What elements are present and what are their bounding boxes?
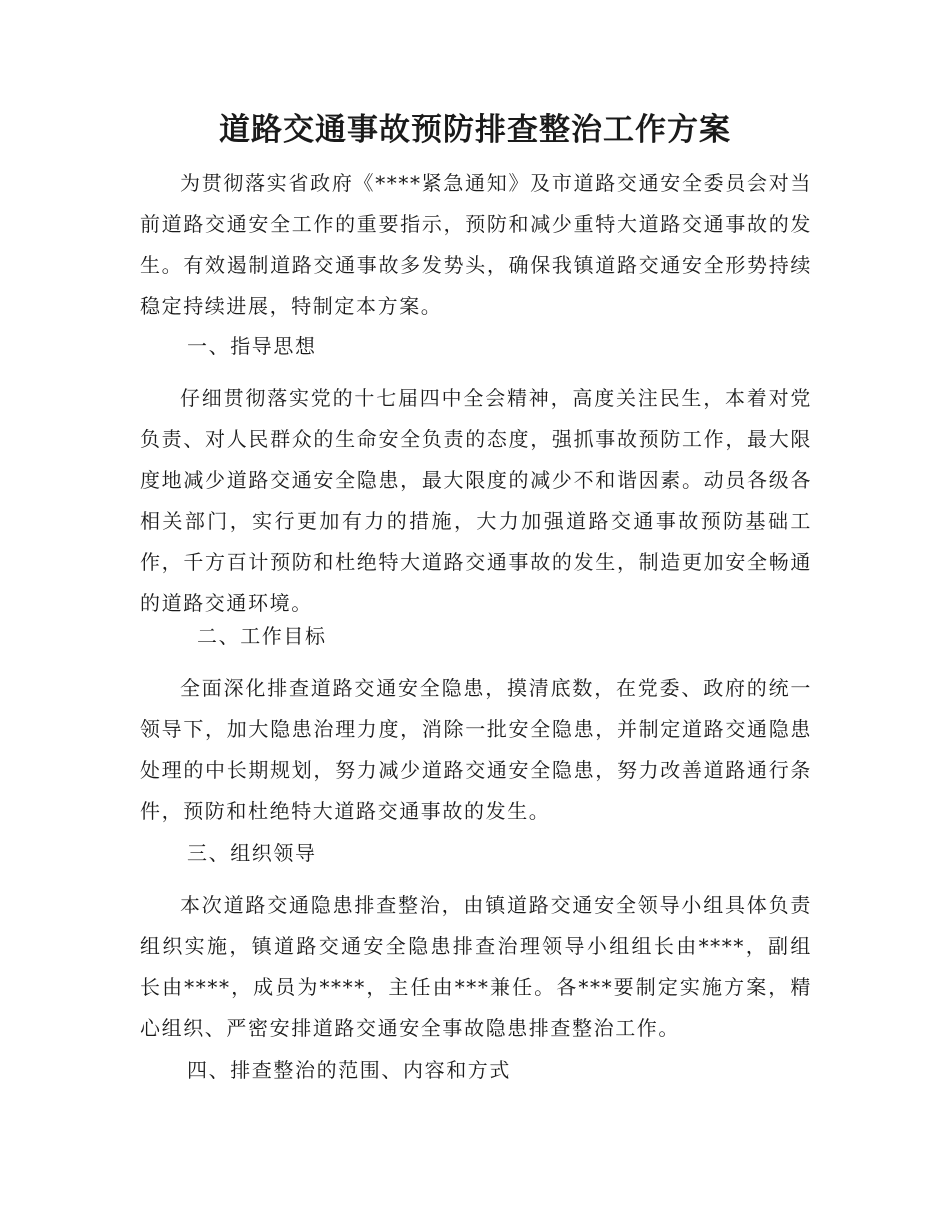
section-body-guiding-ideology: 仔细贯彻落实党的十七届四中全会精神，高度关注民生，本着对党负责、对人民群众的生命安全负责的态度，强抓事故预防工作，最大限度地减少道路交通安全隐患，最大限度的减少不和谐因素。动员各级各相关部门，实行更加有力的措施，大力加强道路交通事故预防基础工作，千方百计预防和杜绝特大道路交通事故的发生，制造更加安全畅通的道路交通环境。 [140, 386, 812, 615]
section-heading-organization: 三、组织领导 [187, 841, 317, 865]
section-heading-scope: 四、排查整治的范围、内容和方式 [187, 1058, 511, 1082]
section-heading-work-goals: 二、工作目标 [197, 624, 327, 648]
section-heading-guiding-ideology: 一、指导思想 [187, 334, 317, 358]
document-title: 道路交通事故预防排查整治工作方案 [219, 112, 731, 148]
section-body-work-goals: 全面深化排查道路交通安全隐患，摸清底数，在党委、政府的统一领导下，加大隐患治理力度，消除一批安全隐患，并制定道路交通隐患处理的中长期规划，努力减少道路交通安全隐患，努力改善道路通行条件，预防和杜绝特大道路交通事故的发生。 [140, 676, 812, 823]
intro-paragraph: 为贯彻落实省政府《****紧急通知》及市道路交通安全委员会对当前道路交通安全工作的重要指示，预防和减少重特大道路交通事故的发生。有效遏制道路交通事故多发势头，确保我镇道路交通安全形势持续稳定持续进展，特制定本方案。 [140, 171, 812, 318]
section-body-organization: 本次道路交通隐患排查整治，由镇道路交通安全领导小组具体负责组织实施，镇道路交通安全隐患排查治理领导小组组长由****，副组长由****，成员为****，主任由***兼任。各***要制定实施方案，精心组织、严密安排道路交通安全事故隐患排查整治工作。 [140, 893, 812, 1040]
